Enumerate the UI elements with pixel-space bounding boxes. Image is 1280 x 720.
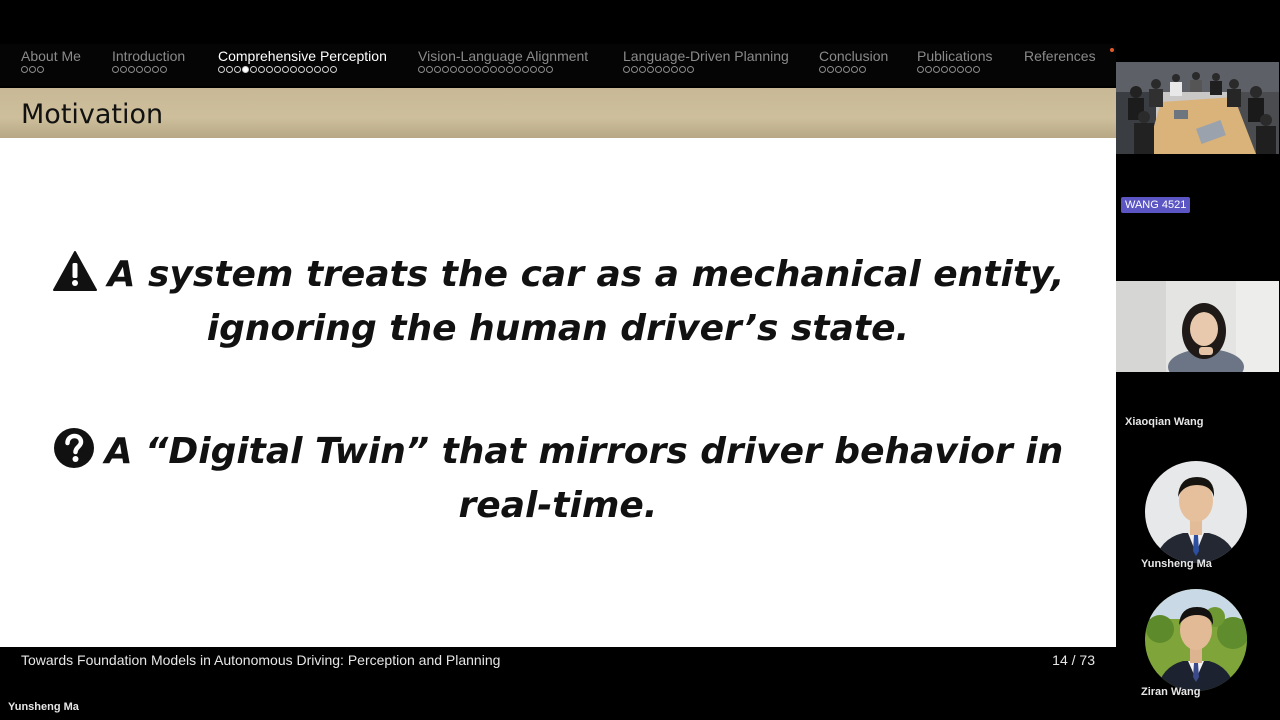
section-dots <box>21 66 81 73</box>
nav-dot[interactable] <box>298 66 305 73</box>
slide-footer <box>0 647 1116 677</box>
nav-dot[interactable] <box>250 66 257 73</box>
nav-dot[interactable] <box>506 66 513 73</box>
nav-dot[interactable] <box>933 66 940 73</box>
section-dots <box>112 66 185 73</box>
nav-dot[interactable] <box>498 66 505 73</box>
participant-name-ziran: Ziran Wang <box>1141 686 1201 698</box>
participant-avatar-ziran[interactable] <box>1145 589 1247 691</box>
nav-dot[interactable] <box>128 66 135 73</box>
nav-dot[interactable] <box>647 66 654 73</box>
nav-dot[interactable] <box>917 66 924 73</box>
section-dots <box>819 66 888 73</box>
nav-dot[interactable] <box>973 66 980 73</box>
nav-dot[interactable] <box>514 66 521 73</box>
nav-dot[interactable] <box>949 66 956 73</box>
participant-name-xiaoqian: Xiaoqian Wang <box>1125 416 1204 428</box>
nav-dot[interactable] <box>450 66 457 73</box>
section-dots <box>218 66 387 73</box>
nav-dot[interactable] <box>136 66 143 73</box>
nav-dot[interactable] <box>314 66 321 73</box>
nav-dot[interactable] <box>538 66 545 73</box>
nav-dot[interactable] <box>144 66 151 73</box>
yunsheng-avatar-image <box>1145 461 1247 563</box>
nav-dot[interactable] <box>37 66 44 73</box>
section-dots <box>623 66 789 73</box>
nav-section-language-driven-planning[interactable]: Language-Driven Planning <box>623 48 789 73</box>
nav-dot[interactable] <box>827 66 834 73</box>
nav-dot[interactable] <box>458 66 465 73</box>
nav-dot[interactable] <box>322 66 329 73</box>
nav-dot[interactable] <box>851 66 858 73</box>
slide-content <box>0 138 1116 647</box>
nav-dot[interactable] <box>965 66 972 73</box>
nav-dot[interactable] <box>426 66 433 73</box>
nav-dot[interactable] <box>242 66 249 73</box>
nav-dot[interactable] <box>274 66 281 73</box>
statement-question: A “Digital Twin” that mirrors driver behavior in real-time. <box>0 425 1116 533</box>
nav-dot[interactable] <box>160 66 167 73</box>
nav-dot[interactable] <box>925 66 932 73</box>
recording-indicator <box>1110 48 1114 52</box>
nav-dot[interactable] <box>474 66 481 73</box>
footer-title: Towards Foundation Models in Autonomous Driving: Perception and Planning <box>21 652 501 668</box>
nav-dot[interactable] <box>941 66 948 73</box>
nav-dot[interactable] <box>819 66 826 73</box>
nav-section-comprehensive-perception[interactable]: Comprehensive Perception <box>218 48 387 73</box>
nav-dot[interactable] <box>835 66 842 73</box>
statement-problem: A system treats the car as a mechanical entity, ignoring the human driver’s state. <box>0 248 1116 356</box>
section-navigation-bar <box>0 44 1116 86</box>
nav-dot[interactable] <box>530 66 537 73</box>
nav-dot[interactable] <box>522 66 529 73</box>
nav-dot[interactable] <box>957 66 964 73</box>
nav-dot[interactable] <box>29 66 36 73</box>
participant-video-room[interactable] <box>1116 62 1279 154</box>
nav-section-introduction[interactable]: Introduction <box>112 48 185 73</box>
nav-dot[interactable] <box>631 66 638 73</box>
nav-dot[interactable] <box>639 66 646 73</box>
room-video-image <box>1116 62 1279 154</box>
nav-dot[interactable] <box>434 66 441 73</box>
nav-dot[interactable] <box>266 66 273 73</box>
nav-section-about-me[interactable]: About Me <box>21 48 81 73</box>
nav-section-conclusion[interactable]: Conclusion <box>819 48 888 73</box>
participant-name-yunsheng: Yunsheng Ma <box>1141 558 1212 570</box>
nav-dot[interactable] <box>418 66 425 73</box>
nav-dot[interactable] <box>282 66 289 73</box>
page-counter: 14 / 73 <box>1052 652 1095 668</box>
question-icon <box>53 427 95 469</box>
ziran-avatar-image <box>1145 589 1247 691</box>
nav-dot[interactable] <box>112 66 119 73</box>
nav-dot[interactable] <box>234 66 241 73</box>
nav-dot[interactable] <box>120 66 127 73</box>
participant-name-badge: WANG 4521 <box>1121 197 1190 213</box>
nav-dot[interactable] <box>687 66 694 73</box>
nav-dot[interactable] <box>655 66 662 73</box>
participant-avatar-yunsheng[interactable] <box>1145 461 1247 563</box>
section-dots <box>418 66 588 73</box>
nav-section-references[interactable]: References <box>1024 48 1096 64</box>
nav-dot[interactable] <box>623 66 630 73</box>
nav-dot[interactable] <box>859 66 866 73</box>
nav-dot[interactable] <box>218 66 225 73</box>
presenter-name: Yunsheng Ma <box>8 701 79 713</box>
xiaoqian-video-image <box>1116 281 1279 372</box>
nav-dot[interactable] <box>546 66 553 73</box>
nav-dot[interactable] <box>330 66 337 73</box>
nav-dot[interactable] <box>466 66 473 73</box>
participant-video-xiaoqian[interactable] <box>1116 281 1279 372</box>
nav-dot[interactable] <box>663 66 670 73</box>
nav-dot[interactable] <box>258 66 265 73</box>
warning-icon <box>52 250 98 292</box>
nav-dot[interactable] <box>152 66 159 73</box>
frame-title: Motivation <box>21 99 164 130</box>
nav-dot[interactable] <box>290 66 297 73</box>
nav-dot[interactable] <box>482 66 489 73</box>
nav-dot[interactable] <box>306 66 313 73</box>
nav-dot[interactable] <box>442 66 449 73</box>
nav-dot[interactable] <box>843 66 850 73</box>
section-dots <box>917 66 993 73</box>
nav-section-publications[interactable]: Publications <box>917 48 993 73</box>
nav-dot[interactable] <box>226 66 233 73</box>
nav-dot[interactable] <box>490 66 497 73</box>
nav-section-vision-language-alignment[interactable]: Vision-Language Alignment <box>418 48 588 73</box>
nav-dot[interactable] <box>21 66 28 73</box>
nav-dot[interactable] <box>671 66 678 73</box>
nav-dot[interactable] <box>679 66 686 73</box>
frame-title-bar <box>0 88 1116 138</box>
